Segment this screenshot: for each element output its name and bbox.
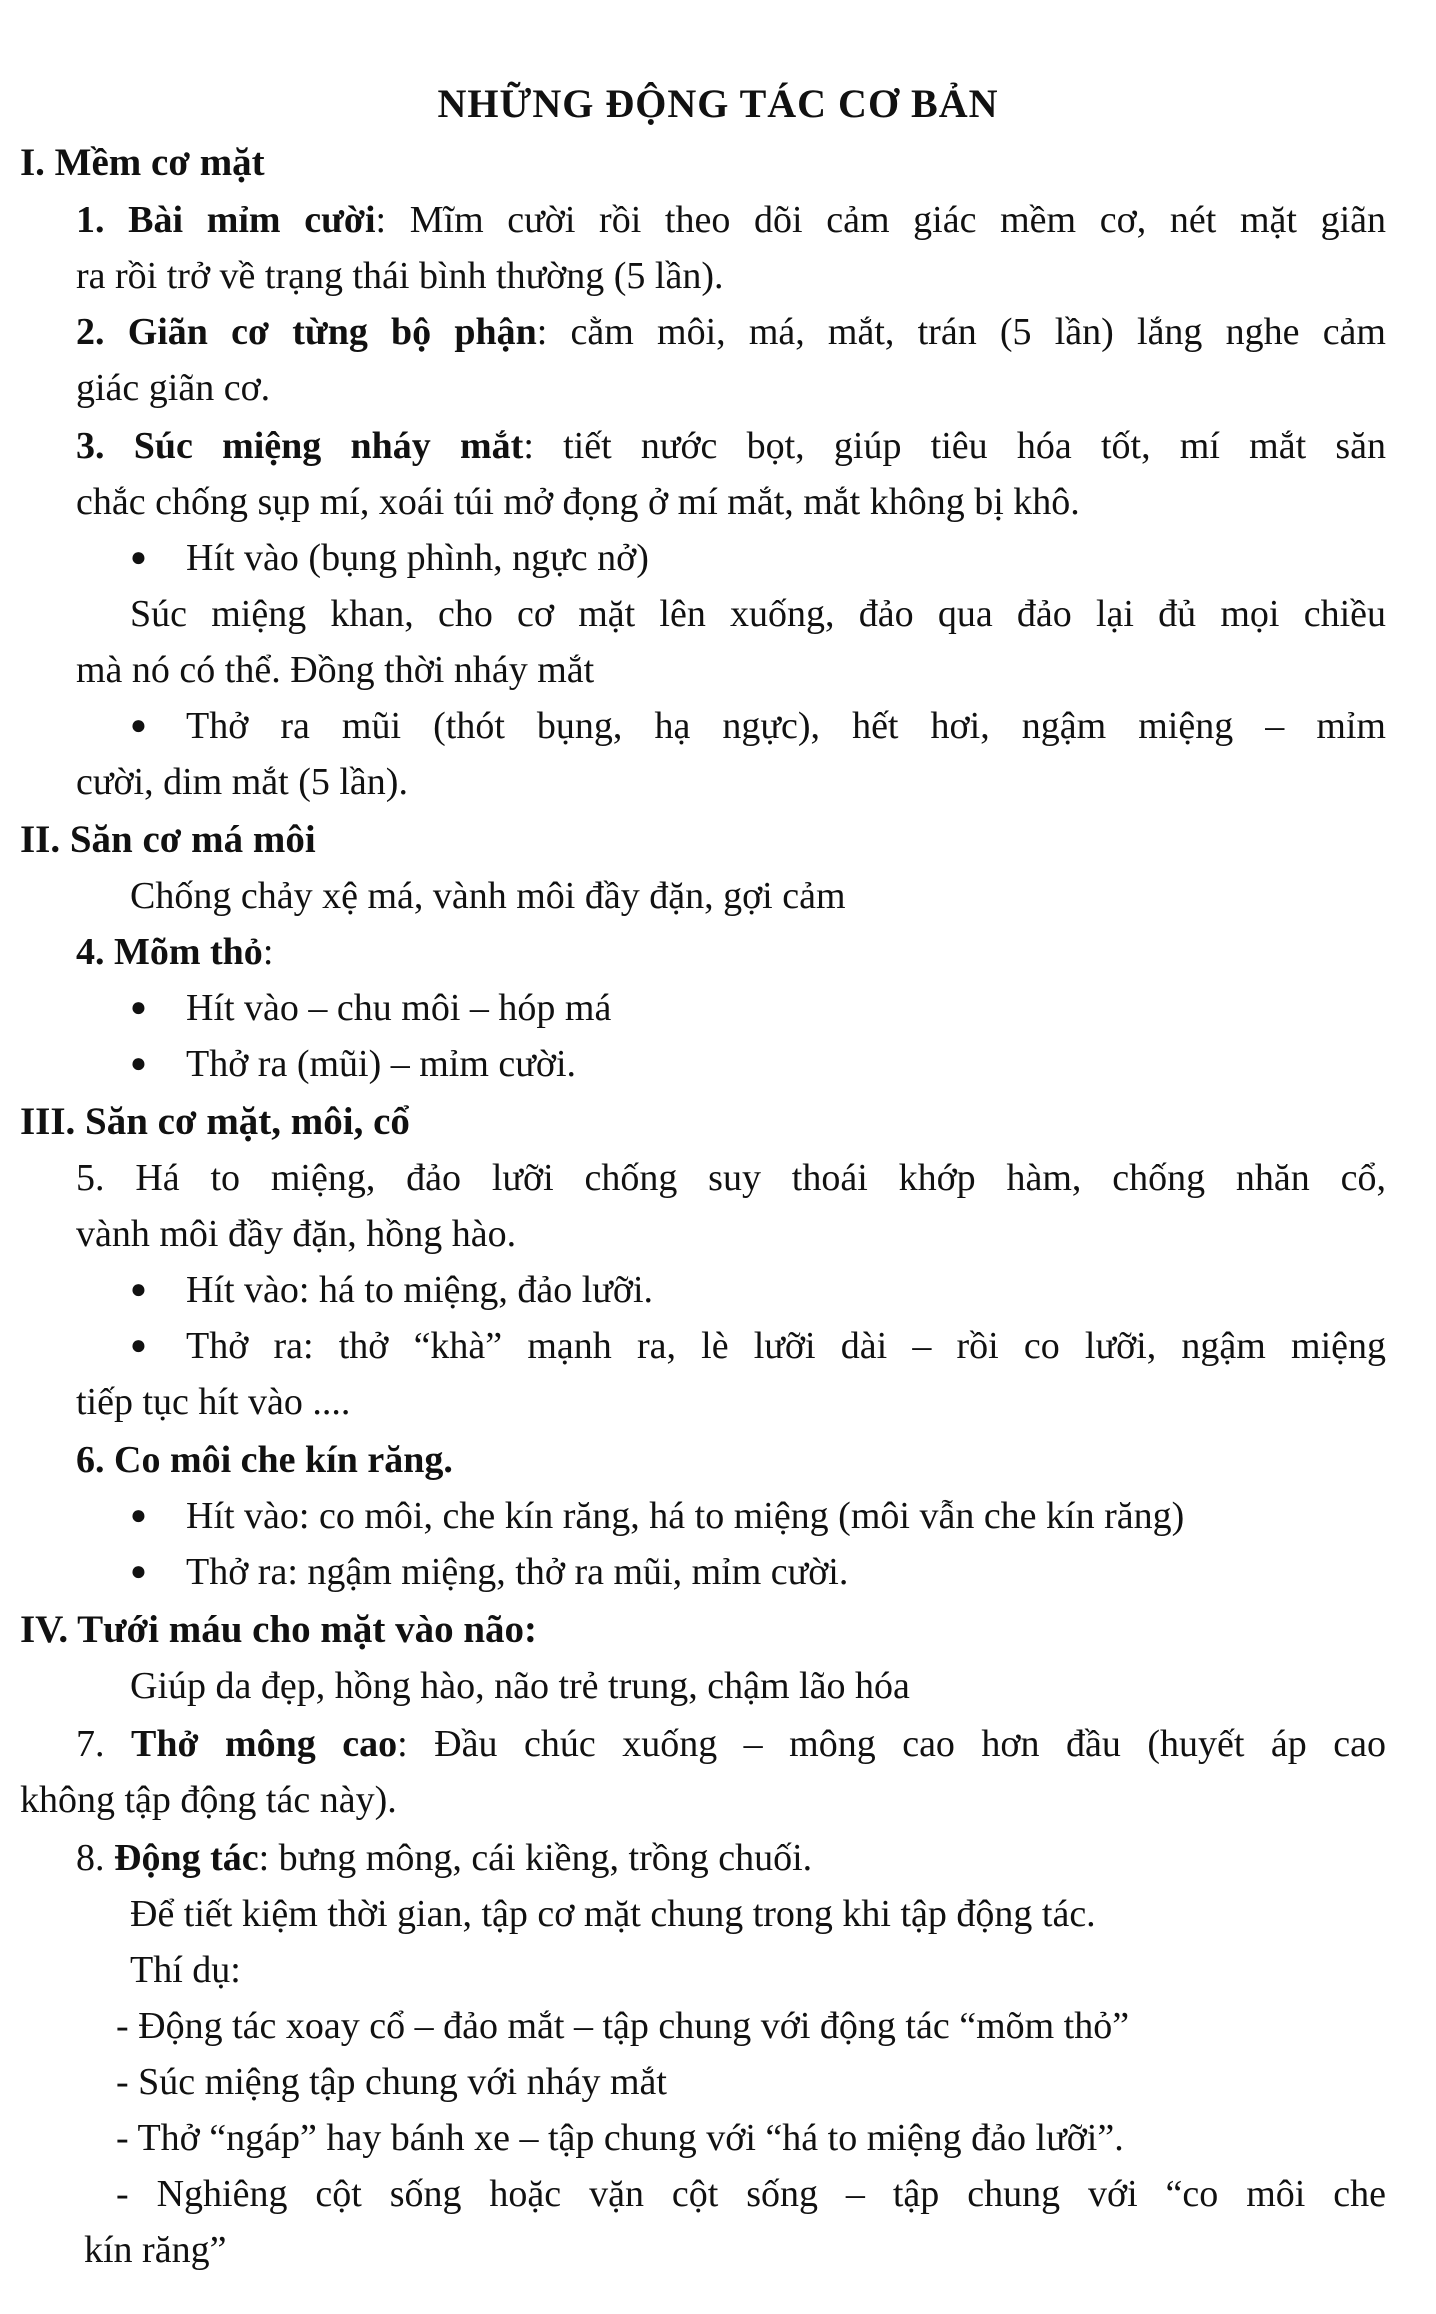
paragraph-line: Chống chảy xệ má, vành môi đầy đặn, gợi cảm bbox=[130, 875, 846, 917]
list-item: Hít vào: há to miệng, đảo lưỡi. bbox=[186, 1269, 654, 1311]
paragraph-line: Súc miệng khan, cho cơ mặt lên xuống, đảo qua đảo lại đủ mọi chiều bbox=[130, 593, 1386, 635]
page-title: NHỮNG ĐỘNG TÁC CƠ BẢN bbox=[437, 81, 999, 126]
paragraph-line bbox=[76, 418, 1386, 474]
paragraph-line: tiếp tục hít vào .... bbox=[76, 1381, 351, 1423]
paragraph-line: kín răng” bbox=[84, 2229, 227, 2271]
list-item: Thở ra (mũi) – mỉm cười. bbox=[186, 1043, 577, 1085]
paragraph-line: ra rồi trở về trạng thái bình thường (5 lần). bbox=[76, 255, 724, 297]
paragraph-line bbox=[76, 1716, 1386, 1772]
list-item: Hít vào: co môi, che kín răng, há to miệng (môi vẫn che kín răng) bbox=[186, 1495, 1185, 1537]
item-label: 2. Giãn cơ từng bộ phận bbox=[76, 311, 537, 353]
paragraph-line bbox=[76, 1830, 812, 1886]
paragraph-line: mà nó có thể. Đồng thời nháy mắt bbox=[76, 649, 595, 691]
paragraph-line: 5. Há to miệng, đảo lưỡi chống suy thoái khớp hàm, chống nhăn cổ, bbox=[76, 1157, 1386, 1199]
bullet-icon: ● bbox=[130, 1330, 147, 1361]
item-text: : tiết nước bọt, giúp tiêu hóa tốt, mí mắt săn bbox=[523, 425, 1387, 467]
paragraph-line: chắc chống sụp mí, xoái túi mở đọng ở mí mắt, mắt không bị khô. bbox=[76, 481, 1080, 523]
item-heading: 6. Co môi che kín răng. bbox=[76, 1439, 453, 1481]
item-label: Động tác bbox=[114, 1837, 259, 1879]
item-number: 7. bbox=[76, 1723, 131, 1765]
bullet-icon: ● bbox=[130, 542, 147, 573]
dash-item: - Động tác xoay cổ – đảo mắt – tập chung với động tác “mõm thỏ” bbox=[116, 2005, 1130, 2047]
bullet-icon: ● bbox=[130, 992, 147, 1023]
section-heading: II. Săn cơ má môi bbox=[20, 818, 316, 861]
paragraph-line: vành môi đầy đặn, hồng hào. bbox=[76, 1213, 517, 1255]
item-heading bbox=[76, 924, 273, 980]
list-item: Hít vào – chu môi – hóp má bbox=[186, 987, 612, 1029]
bullet-icon: ● bbox=[130, 1500, 147, 1531]
item-number: 8. bbox=[76, 1837, 114, 1879]
item-label: 3. Súc miệng nháy mắt bbox=[76, 425, 524, 467]
list-item: Thở ra: ngậm miệng, thở ra mũi, mỉm cười. bbox=[186, 1551, 849, 1593]
bullet-icon: ● bbox=[130, 1048, 147, 1079]
dash-item: - Nghiêng cột sống hoặc vặn cột sống – tập chung với “co môi che bbox=[116, 2173, 1386, 2215]
item-label: 1. Bài mỉm cười bbox=[76, 199, 376, 241]
section-heading: I. Mềm cơ mặt bbox=[20, 141, 265, 184]
item-text: : cằm môi, má, mắt, trán (5 lần) lắng nghe cảm bbox=[536, 311, 1386, 353]
item-label: 4. Mõm thỏ bbox=[76, 931, 263, 973]
item-text: : bbox=[262, 931, 274, 973]
paragraph-line bbox=[76, 192, 1386, 248]
item-text: : Mĩm cười rồi theo dõi cảm giác mềm cơ, nét mặt giãn bbox=[375, 199, 1386, 241]
bullet-icon: ● bbox=[130, 1274, 147, 1305]
dash-item: - Thở “ngáp” hay bánh xe – tập chung với “há to miệng đảo lưỡi”. bbox=[116, 2117, 1124, 2159]
paragraph-line: Để tiết kiệm thời gian, tập cơ mặt chung trong khi tập động tác. bbox=[130, 1893, 1096, 1935]
paragraph-line bbox=[76, 304, 1386, 360]
dash-item: - Súc miệng tập chung với nháy mắt bbox=[116, 2061, 667, 2103]
list-item: Thở ra: thở “khà” mạnh ra, lè lưỡi dài – rồi co lưỡi, ngậm miệng bbox=[186, 1325, 1386, 1367]
bullet-icon: ● bbox=[130, 1556, 147, 1587]
paragraph-line: cười, dim mắt (5 lần). bbox=[76, 761, 408, 803]
paragraph-line: Thí dụ: bbox=[130, 1949, 241, 1991]
item-label: Thở mông cao bbox=[130, 1723, 398, 1765]
section-heading: IV. Tưới máu cho mặt vào não: bbox=[20, 1608, 538, 1651]
item-text: : bưng mông, cái kiềng, trồng chuối. bbox=[258, 1837, 813, 1879]
paragraph-line: Giúp da đẹp, hồng hào, não trẻ trung, chậm lão hóa bbox=[130, 1665, 910, 1707]
list-item: Thở ra mũi (thót bụng, hạ ngực), hết hơi, ngậm miệng – mỉm bbox=[186, 705, 1386, 747]
bullet-icon: ● bbox=[130, 710, 147, 741]
list-item: Hít vào (bụng phình, ngực nở) bbox=[186, 537, 649, 579]
paragraph-line: giác giãn cơ. bbox=[76, 367, 271, 409]
item-text: : Đầu chúc xuống – mông cao hơn đầu (huyết áp cao bbox=[397, 1723, 1386, 1765]
paragraph-line: không tập động tác này). bbox=[20, 1779, 397, 1821]
section-heading: III. Săn cơ mặt, môi, cổ bbox=[20, 1100, 410, 1143]
